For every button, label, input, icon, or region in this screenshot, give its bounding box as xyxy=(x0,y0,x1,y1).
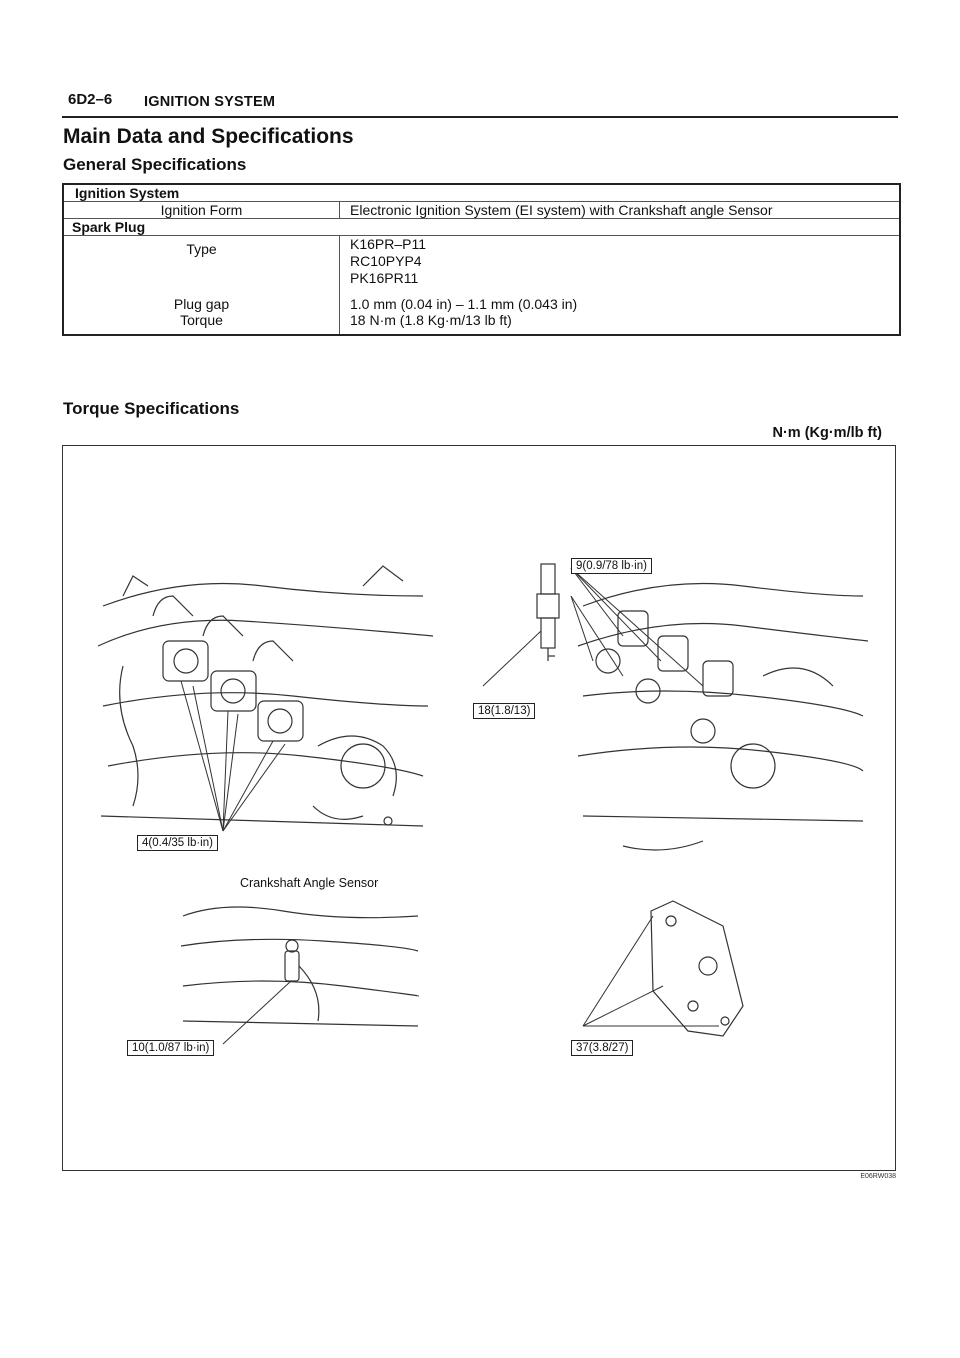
spec-value: Electronic Ignition System (EI system) with Crankshaft angle Sensor xyxy=(350,202,773,218)
left-engine-drawing xyxy=(98,566,433,826)
page-header xyxy=(62,88,898,118)
crank-sensor-caption: Crankshaft Angle Sensor xyxy=(240,876,379,890)
figure-code: E06RW038 xyxy=(860,1173,896,1180)
spec-value: 18 N·m (1.8 Kg·m/13 lb ft) xyxy=(350,312,512,328)
spark-plug-drawing xyxy=(537,564,559,661)
spec-row xyxy=(63,236,900,288)
spec-value-line: PK16PR11 xyxy=(350,270,419,286)
spec-value-line: K16PR–P11 xyxy=(350,236,427,252)
bracket-plate-drawing xyxy=(583,901,743,1036)
callout-plate-torque: 37(3.8/27) xyxy=(571,1040,633,1056)
spec-value-line: RC10PYP4 xyxy=(350,253,422,269)
spec-value: 1.0 mm (0.04 in) – 1.1 mm (0.043 in) xyxy=(350,296,578,312)
callout-coil-bolt-torque: 4(0.4/35 lb·in) xyxy=(137,835,218,851)
spec-row xyxy=(63,312,900,335)
spec-label: Plug gap xyxy=(63,287,340,312)
torque-units: N·m (Kg·m/lb ft) xyxy=(772,425,882,441)
spec-group-name: Ignition System xyxy=(63,184,900,202)
spec-label: Ignition Form xyxy=(63,202,340,219)
spec-label: Torque xyxy=(63,312,340,335)
spec-group-name: Spark Plug xyxy=(63,219,900,236)
torque-figure xyxy=(62,445,896,1171)
torque-specs-heading: Torque Specifications xyxy=(63,399,240,418)
general-specs-table xyxy=(62,183,901,336)
page-title: Main Data and Specifications xyxy=(63,125,354,148)
right-engine-drawing xyxy=(578,584,868,851)
callout-crank-sensor-torque: 10(1.0/87 lb·in) xyxy=(127,1040,214,1056)
spec-row xyxy=(63,202,900,219)
general-specs-heading: General Specifications xyxy=(63,155,247,174)
spec-row xyxy=(63,287,900,312)
engine-illustration xyxy=(63,446,897,1172)
spec-value xyxy=(340,236,901,288)
page-number: 6D2–6 xyxy=(68,91,113,108)
crank-sensor-drawing xyxy=(181,907,418,1026)
spec-group-row xyxy=(63,184,900,202)
spec-label: Type xyxy=(63,236,340,288)
callout-coil-bracket-torque: 9(0.9/78 lb·in) xyxy=(571,558,652,574)
section-name: IGNITION SYSTEM xyxy=(144,94,276,110)
spec-group-row xyxy=(63,219,900,236)
callout-spark-plug-torque: 18(1.8/13) xyxy=(473,703,535,719)
